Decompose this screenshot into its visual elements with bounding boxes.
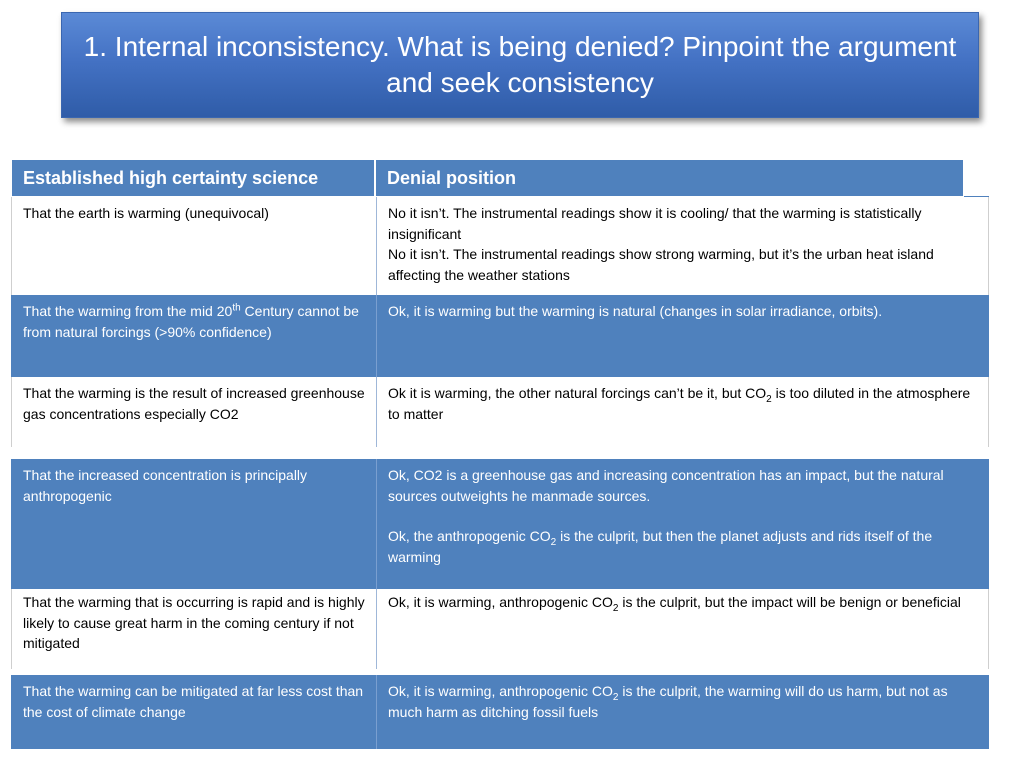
subscript: 2 (612, 602, 619, 614)
subscript: 2 (550, 536, 557, 548)
denial-cell (376, 197, 988, 295)
science-text: That the increased concentration is principally anthropogenic (23, 467, 308, 504)
science-text: That the warming is the result of increased greenhouse gas concentrations especially CO2 (23, 385, 365, 422)
science-text: Century cannot be from natural forcings (>90% confidence) (23, 303, 359, 340)
denial-cell (376, 589, 988, 669)
table-row (11, 589, 989, 669)
subscript: 2 (766, 393, 772, 405)
denial-text: is the culprit, the warming will do us harm, but not as much harm as ditching fossil fuels (388, 683, 948, 720)
science-cell (12, 197, 376, 295)
table-row (11, 295, 989, 377)
denial-text: is the culprit, but the impact will be benign or beneficial (618, 594, 961, 610)
denial-text: Ok it is warming, the other natural forcings can’t be it, but CO (388, 385, 767, 401)
science-cell (12, 295, 376, 377)
denial-text-part: is the culprit, but then the planet adjusts and rids itself of the warming (388, 528, 933, 565)
denial-text: Ok, it is warming, anthropogenic CO (388, 683, 613, 699)
denial-cell (376, 459, 988, 589)
denial-cell (376, 675, 988, 749)
denial-text: No it isn’t. The instrumental readings show it is cooling/ that the warming is statistically insignificant (388, 205, 922, 242)
denial-text-part: Ok, the anthropogenic CO (388, 528, 551, 544)
science-cell (12, 589, 376, 669)
denial-text: No it isn’t. The instrumental readings show strong warming, but it’s the urban heat island affecting the weather stations (388, 246, 934, 283)
science-text: That the warming can be mitigated at far less cost than the cost of climate change (23, 683, 364, 720)
science-text: That the warming from the mid 20 (23, 303, 233, 319)
science-text: That the warming that is occurring is rapid and is highly likely to cause great harm in the coming century if not mitigated (23, 594, 365, 651)
subscript: 2 (612, 691, 619, 703)
row-gap (11, 447, 989, 459)
superscript: th (232, 302, 241, 314)
header-science: Established high certainty science (12, 160, 376, 196)
denial-text: Ok, it is warming but the warming is natural (changes in solar irradiance, orbits). (388, 303, 883, 319)
table-row (11, 675, 989, 749)
table-header (11, 159, 964, 197)
table-row (11, 459, 989, 589)
denial-text: Ok, it is warming, anthropogenic CO (388, 594, 613, 610)
header-rule (964, 196, 989, 197)
denial-cell (376, 295, 988, 377)
science-cell (12, 675, 376, 749)
science-text: That the earth is warming (unequivocal) (23, 205, 269, 221)
denial-cell (376, 377, 988, 447)
science-cell (12, 377, 376, 447)
table-row (11, 197, 989, 295)
table-row (11, 377, 989, 447)
denial-text: is too diluted in the atmosphere to matter (388, 385, 971, 422)
denial-text: Ok, CO2 is a greenhouse gas and increasing concentration has an impact, but the natural sources outweights he manmade sources. (388, 467, 944, 504)
slide-title-box (61, 12, 979, 118)
comparison-table (11, 159, 989, 749)
slide-title: 1. Internal inconsistency. What is being denied? Pinpoint the argument and seek consistency (83, 31, 957, 98)
header-denial: Denial position (387, 167, 517, 188)
science-cell (12, 459, 376, 589)
denial-text (388, 526, 977, 567)
paragraph-gap (388, 506, 977, 526)
